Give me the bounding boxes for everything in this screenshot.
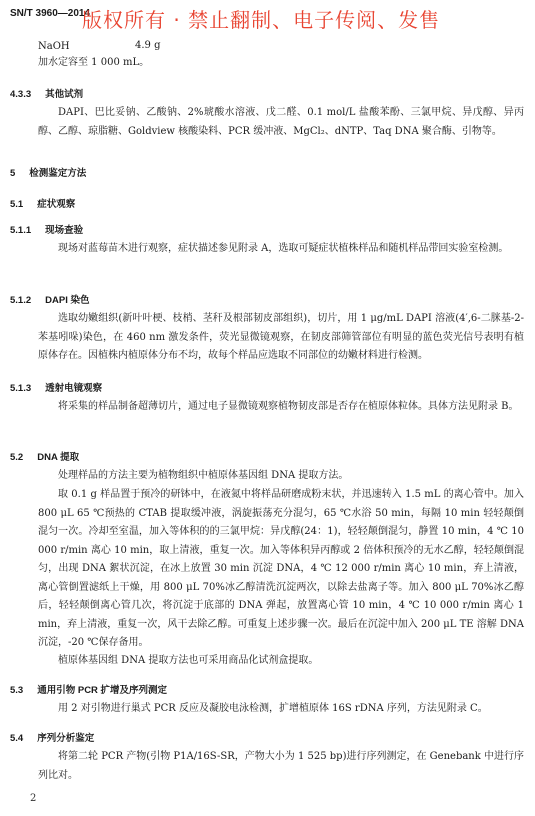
page-number: 2 [30,793,37,804]
site-inspection-text: 现场对蓝莓苗木进行观察，症状描述参见附录 A，选取可疑症状植株样品和随机样品带回实验室检测。 [58,243,509,254]
dna-extraction-kit-note: 植原体基因组 DNA 提取方法也可采用商品化试剂盒提取。 [58,655,319,666]
section-title: 其他试剂 [45,89,84,100]
dapi-staining-text: 选取幼嫩组织(新叶叶梗、枝梢、茎秆及根部韧皮部组织)，切片，用 1 μg/mL DAPI 溶液(4′,6-二脒基-2-苯基吲哚)染色，在 460 nm 激发条件，荧光显微镜观察，在韧皮部筛管部位有明显的蓝色荧光信号表明有植原体存在。因植株内植原体分布不均，故每个样品应选取不同部位的幼嫩材料进行检测。 [38,313,524,361]
dna-extraction-intro: 处理样品的方法主要为植物组织中植原体基因组 DNA 提取方法。 [58,470,349,481]
reagent-dilute: 加水定容至 1 000 mL。 [38,57,150,68]
reagent-name: NaOH [38,41,70,52]
section-heading-5-1: 5.1 症状观察 [10,199,76,210]
section-heading-5: 5 检测鉴定方法 [10,168,87,179]
document-code: SN/T 3960—2014 [10,8,91,19]
section-heading-4-3-3 [10,86,83,100]
pcr-amplification-text: 用 2 对引物进行巢式 PCR 反应及凝胶电泳检测，扩增植原体 16S rDNA 序列，方法见附录 C。 [58,703,488,714]
other-reagents-text: DAPI、巴比妥钠、乙酸钠、2%琥酸水溶液、戊二醛、0.1 mol/L 盐酸苯酚、三氯甲烷、异戊醇、异丙醇、乙醇、琼脂糖、Goldview 核酸染料、PCR 缓冲液、MgCl₂、dNTP、Taq DNA 聚合酶、引物等。 [38,107,524,137]
section-number: 4.3.3 [10,89,32,100]
reagent-amount: 4.9 g [135,40,161,51]
section-heading-5-2: 5.2 DNA 提取 [10,452,80,463]
section-heading-5-1-3: 5.1.3 透射电镜观察 [10,383,103,394]
section-heading-5-4: 5.4 序列分析鉴定 [10,733,95,744]
section-heading-5-1-1: 5.1.1 现场查验 [10,225,84,236]
sequence-analysis-text: 将第二轮 PCR 产物(引物 P1A/16S-SR，产物大小为 1 525 bp)进行序列测定，在 Genebank 中进行序列比对。 [38,751,524,781]
copyright-watermark: 版权所有 · 禁止翻制、电子传阅、发售 [82,8,441,32]
tem-observation-text: 将采集的样品制备超薄切片，通过电子显微镜观察植物韧皮部是否存在植原体粒体。具体方法见附录 B。 [58,401,519,412]
section-heading-5-1-2: 5.1.2 DAPI 染色 [10,295,90,306]
section-heading-5-3: 5.3 通用引物 PCR 扩增及序列测定 [10,685,168,696]
dna-extraction-procedure: 取 0.1 g 样品置于预冷的研钵中，在液氮中将样品研磨成粉末状，并迅速转入 1.5 mL 的离心管中。加入 800 μL 65 ℃预热的 CTAB 提取缓冲液，涡旋振荡充分混匀，65 ℃水浴 50 min，每隔 10 min 轻轻颠倒混匀一次。冷却至室温，加入等体积的的三氯甲烷：异戊醇(24：1)，轻轻颠倒混匀，静置 10 min，4 ℃ 10 000 r/min 离心 10 min，取上清液，重复一次。加入等体积异丙醇或 2 倍体积预冷的无水乙醇，轻轻颠倒混匀，出现 DNA 絮状沉淀，在冰上放置 30 min 沉淀 DNA，4 ℃ 12 000 r/min 离心 10 min，弃上清液，离心管倒置滤纸上干燥，用 800 μL 70%冰乙醇清洗沉淀两次，以除去盐离子等。加入 800 μL 70%冰乙醇后，轻轻颠倒离心管几次，将沉淀于底部的 DNA 弹起，放置离心管 10 min，4 ℃ 10 000 r/min 离心 1 min，弃上清液，重复一次，风干去除乙醇。可重复上述步骤一次。最后在沉淀中加入 200 μL TE 溶解 DNA 沉淀，-20 ℃保存备用。 [38,489,524,648]
